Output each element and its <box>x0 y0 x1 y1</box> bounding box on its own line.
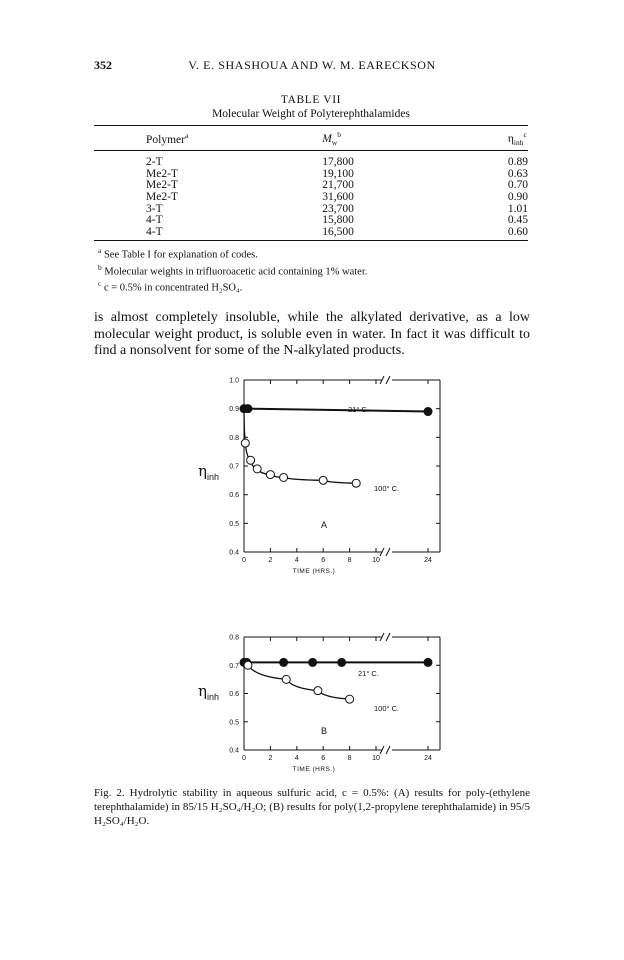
cell-mw: 16,500 <box>322 225 354 238</box>
x-tick-label: 8 <box>347 755 352 762</box>
y-tick-label: 0.5 <box>229 520 239 528</box>
table-subtitle: Molecular Weight of Polyterephthalamides <box>212 108 410 120</box>
series-label: 21° C. <box>348 405 369 414</box>
cell-mw: 17,800 <box>322 156 354 169</box>
axis-break-mark <box>386 376 390 384</box>
x-tick-label: 24 <box>424 557 432 564</box>
series-line <box>244 662 350 699</box>
table-vii <box>94 94 528 295</box>
figure-panel-b <box>196 624 456 784</box>
page-number: 352 <box>94 58 112 72</box>
x-tick-label: 10 <box>372 557 380 564</box>
y-tick-label: 0.8 <box>229 434 239 442</box>
data-point-open <box>241 439 249 447</box>
y-tick-label: 0.9 <box>229 406 239 414</box>
chart-b <box>196 624 456 784</box>
data-point-open <box>319 476 327 484</box>
axis-break-mark <box>386 633 390 641</box>
data-point-filled <box>309 658 317 666</box>
y-tick-label: 0.7 <box>229 463 239 471</box>
table-row <box>94 227 528 241</box>
y-tick-label: 0.4 <box>229 747 239 755</box>
y-tick-label: 1.0 <box>229 377 239 385</box>
data-point-open <box>247 456 255 464</box>
x-tick-label: 10 <box>372 755 380 762</box>
x-tick-label: 2 <box>268 557 273 564</box>
cell-inh: 0.45 <box>507 214 528 227</box>
axis-break-mark <box>386 548 390 556</box>
data-point-open <box>352 479 360 487</box>
table-bottom-rule <box>94 240 528 241</box>
footnote: $^a$ See Table I for explanation of codes. <box>98 246 258 261</box>
cell-inh: 0.89 <box>507 156 528 169</box>
series-line <box>244 409 428 412</box>
data-point-open <box>346 695 354 703</box>
molecular-weight-table <box>94 126 528 240</box>
table-footnotes <box>94 245 528 295</box>
data-point-filled <box>244 405 252 413</box>
x-tick-label: 24 <box>424 755 432 762</box>
chart-a <box>196 370 456 590</box>
x-tick-label: 0 <box>242 755 246 762</box>
running-head: V. E. SHASHOUA AND W. M. EARECKSON <box>188 58 436 72</box>
data-point-open <box>282 675 290 683</box>
data-point-open <box>280 473 288 481</box>
y-tick-label: 0.6 <box>229 492 239 500</box>
y-axis-label: ηinh <box>198 682 220 702</box>
table-row <box>94 215 528 227</box>
x-tick-label: 4 <box>294 755 299 762</box>
series-label: 21° C. <box>358 669 379 678</box>
series-label: 100° C. <box>374 484 400 493</box>
y-tick-label: 0.5 <box>229 719 239 727</box>
cell-polymer: 2-T <box>146 156 163 169</box>
table-row <box>94 192 528 204</box>
cell-inh: 0.90 <box>507 190 528 203</box>
body-paragraph: is almost completely insoluble, while the alkylated derivative, as a low molecular weight product, is soluble even in water. In fact it was difficult to find a nonsolvent for some of the N-alkylated products. <box>94 310 530 358</box>
col-header-inh: $\eta_{inh}^c$ <box>470 126 528 151</box>
y-tick-label: 0.8 <box>229 634 239 642</box>
cell-polymer: Me2-T <box>146 190 178 203</box>
x-axis-label: TIME (HRS.) <box>292 766 336 773</box>
cell-inh: 0.70 <box>507 179 528 192</box>
table-row <box>94 151 528 169</box>
cell-polymer: 4-T <box>146 225 163 238</box>
data-point-filled <box>338 658 346 666</box>
cell-polymer: Me2-T <box>146 179 178 192</box>
data-point-open <box>253 465 261 473</box>
cell-polymer: Me2-T <box>146 167 178 180</box>
series-label: 100° C. <box>374 704 400 713</box>
cell-mw: 23,700 <box>322 202 354 215</box>
cell-mw: 31,600 <box>322 190 354 203</box>
col-header-mw: $M_w^b$ <box>272 126 470 151</box>
x-tick-label: 0 <box>242 557 246 564</box>
page-header <box>0 58 624 74</box>
data-point-filled <box>424 658 432 666</box>
data-point-filled <box>424 408 432 416</box>
cell-mw: 21,700 <box>322 179 354 192</box>
x-tick-label: 6 <box>321 755 326 762</box>
x-tick-label: 6 <box>321 557 326 564</box>
footnote: $^b$ Molecular weights in trifluoroacetic acid containing 1% water. <box>98 262 368 278</box>
cell-mw: 19,100 <box>322 167 354 180</box>
cell-inh: 0.63 <box>507 167 528 180</box>
x-tick-label: 4 <box>294 557 299 564</box>
y-tick-label: 0.4 <box>229 549 239 557</box>
y-axis-label: ηinh <box>198 462 220 482</box>
data-point-open <box>314 687 322 695</box>
cell-inh: 1.01 <box>507 202 528 215</box>
panel-label: B <box>320 726 328 736</box>
figure-panel-a <box>196 370 456 590</box>
data-point-open <box>266 471 274 479</box>
data-point-open <box>244 661 252 669</box>
y-tick-label: 0.7 <box>229 662 239 670</box>
x-tick-label: 8 <box>347 557 352 564</box>
series-line <box>244 409 356 484</box>
x-tick-label: 2 <box>268 755 273 762</box>
footnote: $^c$ c = 0.5% in concentrated H₂SO₄. <box>98 279 243 294</box>
axis-break-mark <box>386 746 390 754</box>
cell-polymer: 3-T <box>146 202 163 215</box>
y-tick-label: 0.6 <box>229 691 239 698</box>
panel-label: A <box>320 520 328 530</box>
x-axis-label: TIME (HRS.) <box>292 568 336 575</box>
table-title: TABLE VII <box>280 94 342 106</box>
figure-caption: Fig. 2. Hydrolytic stability in aqueous sulfuric acid, c = 0.5%: (A) results for poly-(ethylene terephthalamide) in 85/15 H₂SO₄/H₂O; (B) results for poly(1,2-propylene terephthalamide) in 95/5 H₂SO₄/H₂O. <box>94 787 530 827</box>
data-point-filled <box>280 658 288 666</box>
table-header-row <box>94 126 528 151</box>
cell-mw: 15,800 <box>322 214 354 227</box>
cell-inh: 0.60 <box>507 225 528 238</box>
cell-polymer: 4-T <box>146 214 163 227</box>
col-header-polymer: Polymer$^a$ <box>94 126 272 151</box>
